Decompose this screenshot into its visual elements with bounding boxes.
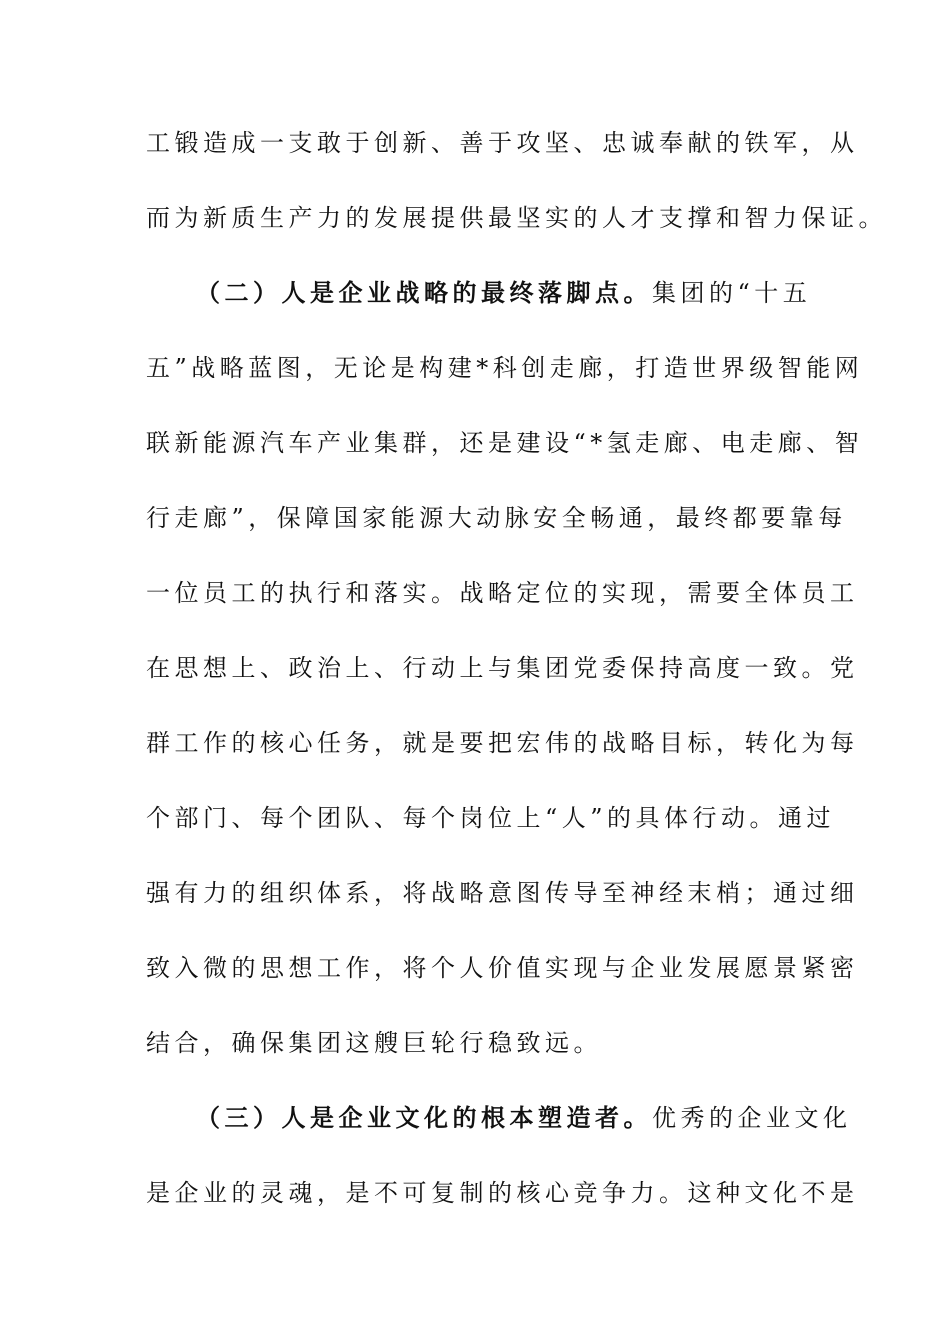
section-2-first-line xyxy=(196,278,811,308)
paragraph-line: 强有力的组织体系，将战略意图传导至神经末梢；通过细 xyxy=(146,879,859,907)
paragraph-line: 是企业的灵魂，是不可复制的核心竞争力。这种文化不是 xyxy=(146,1179,859,1207)
section-3-text: 优秀的企业文化 xyxy=(652,1104,852,1132)
paragraph-line: 致入微的思想工作，将个人价值实现与企业发展愿景紧密 xyxy=(146,954,859,982)
paragraph-line: 工锻造成一支敢于创新、善于攻坚、忠诚奉献的铁军，从 xyxy=(146,129,859,157)
paragraph-line: 在思想上、政治上、行动上与集团党委保持高度一致。党 xyxy=(146,654,859,682)
section-2-text: 集团的“十五 xyxy=(652,279,812,307)
paragraph-line: 而为新质生产力的发展提供最坚实的人才支撑和智力保证。 xyxy=(146,204,887,232)
paragraph-line: 行走廊”，保障国家能源大动脉安全畅通，最终都要靠每 xyxy=(146,504,847,532)
paragraph-line: 个部门、每个团队、每个岗位上“人”的具体行动。通过 xyxy=(146,804,836,832)
paragraph-line: 一位员工的执行和落实。战略定位的实现，需要全体员工 xyxy=(146,579,859,607)
paragraph-line: 联新能源汽车产业集群，还是建设“*氢走廊、电走廊、智 xyxy=(146,429,864,457)
paragraph-line: 结合，确保集团这艘巨轮行稳致远。 xyxy=(146,1029,602,1057)
section-3-heading: （三）人是企业文化的根本塑造者。 xyxy=(196,1104,652,1132)
section-2-heading: （二）人是企业战略的最终落脚点。 xyxy=(196,279,652,307)
section-3-first-line xyxy=(196,1103,852,1133)
paragraph-line: 五”战略蓝图，无论是构建*科创走廊，打造世界级智能网 xyxy=(146,354,864,382)
paragraph-line: 群工作的核心任务，就是要把宏伟的战略目标，转化为每 xyxy=(146,729,859,757)
